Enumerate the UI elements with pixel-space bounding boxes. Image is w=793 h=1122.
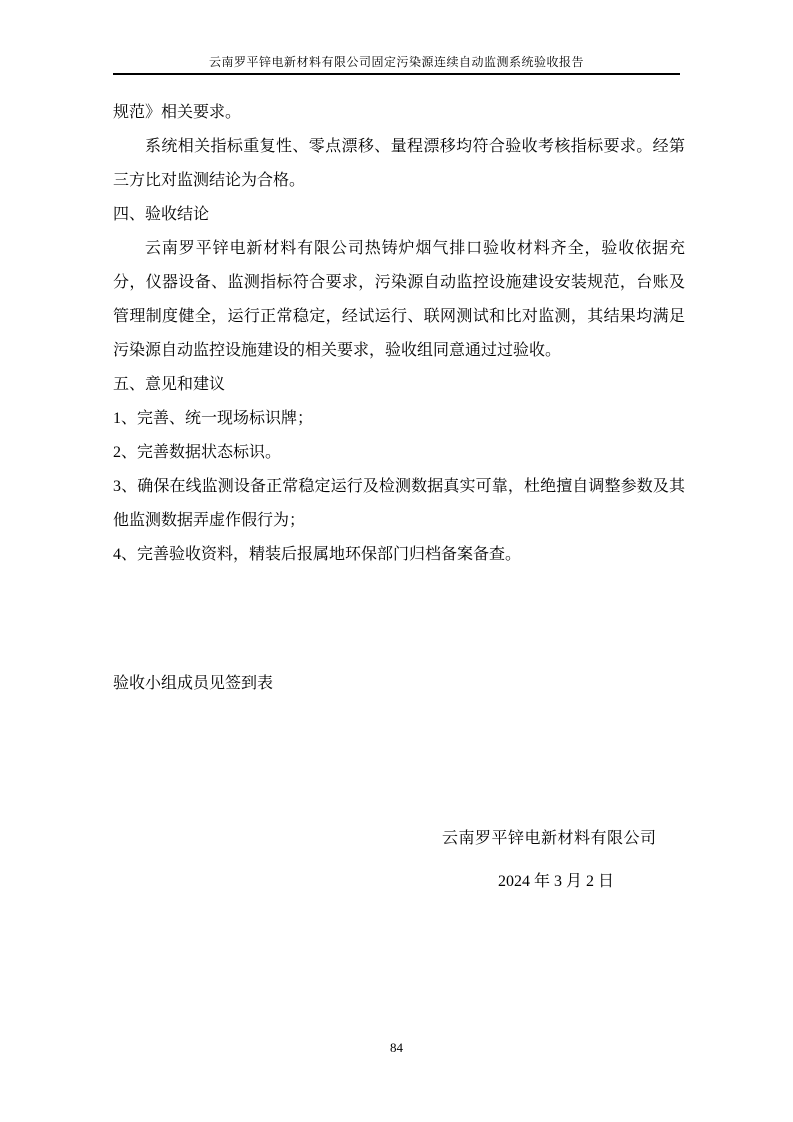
- document-body: [113, 96, 685, 572]
- paragraph: 4、完善验收资料，精装后报属地环保部门归档备案备查。: [113, 546, 522, 563]
- paragraph: 五、意见和建议: [113, 376, 226, 393]
- page-header-title: 云南罗平锌电新材料有限公司固定污染源连续自动监测系统验收报告: [113, 55, 680, 75]
- signature-company-name: 云南罗平锌电新材料有限公司: [442, 830, 657, 847]
- paragraph: 四、验收结论: [113, 206, 210, 223]
- paragraph: 云南罗平锌电新材料有限公司热铸炉烟气排口验收材料齐全，验收依据充分，仪器设备、监测指标符合要求，污染源自动监控设施建设安装规范，台账及管理制度健全，运行正常稳定，经试运行、联网测试和比对监测，其结果均满足污染源自动监控设施建设的相关要求，验收组同意通过过验收。: [113, 240, 685, 359]
- paragraph: 规范》相关要求。: [113, 104, 242, 121]
- attachment-note: 验收小组成员见签到表: [113, 675, 274, 692]
- signature-date: 2024 年 3 月 2 日: [498, 873, 615, 890]
- paragraph: 1、完善、统一现场标识牌；: [113, 410, 314, 427]
- paragraph: 2、完善数据状态标识。: [113, 444, 282, 461]
- page-number: 84: [390, 1040, 403, 1055]
- paragraph: 3、确保在线监测设备正常稳定运行及检测数据真实可靠，杜绝擅自调整参数及其他监测数据弄虚作假行为；: [113, 478, 685, 529]
- paragraph: 系统相关指标重复性、零点漂移、量程漂移均符合验收考核指标要求。经第三方比对监测结论为合格。: [113, 138, 685, 189]
